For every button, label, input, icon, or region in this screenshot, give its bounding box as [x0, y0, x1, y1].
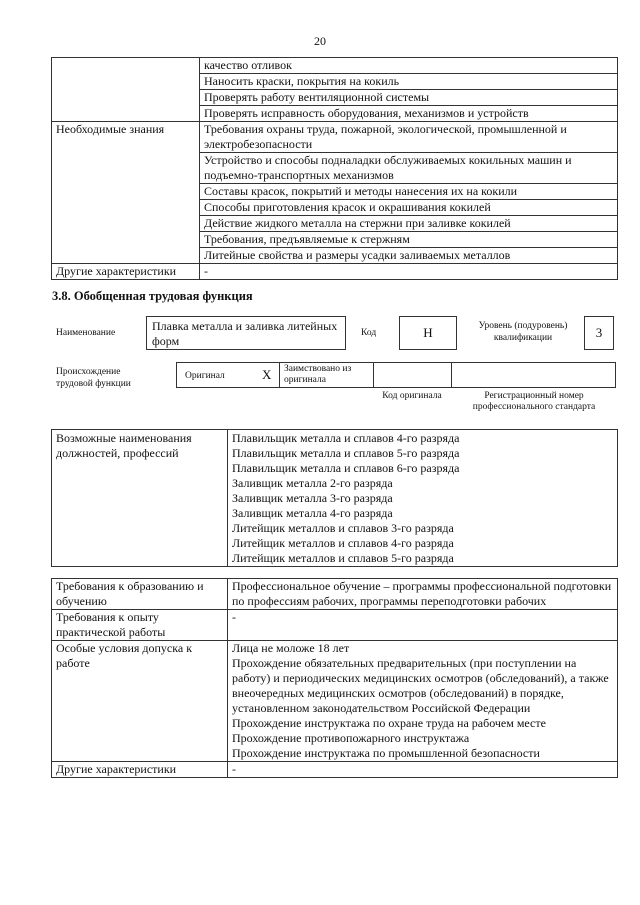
table-cell-value: -	[200, 264, 618, 280]
table-cell-value: Составы красок, покрытий и методы нанесения их на кокили	[200, 184, 618, 200]
positions-table	[51, 429, 618, 567]
table-row	[52, 641, 618, 762]
divider	[373, 362, 374, 388]
requirements-table	[51, 578, 618, 778]
name-label: Наименование	[56, 328, 116, 338]
other-characteristics-label: Другие характеристики	[52, 762, 228, 778]
list-item: Прохождение инструктажа по промышленной безопасности	[232, 746, 540, 760]
list-item: Лица не моложе 18 лет	[232, 641, 350, 655]
table-cell-value: Проверять исправность оборудования, механизмов и устройств	[200, 106, 618, 122]
list-item: Прохождение обязательных предварительных (при поступлении на работу) и периодических медицинских осмотров (обследований), а также внеочередных медицинских осмотров (обследований) в порядке, установленном законодательством Российской Федерации	[232, 656, 609, 715]
code-original-label: Код оригинала	[382, 391, 442, 401]
list-item: Плавильщик металла и сплавов 5-го разряда	[232, 446, 460, 460]
code-box: H	[399, 316, 457, 350]
table-cell-value: качество отливок	[200, 58, 618, 74]
borrowed-label: Заимствовано из оригинала	[284, 364, 352, 385]
table-cell-value: Требования охраны труда, пожарной, экологической, промышленной и электробезопасности	[200, 122, 618, 153]
conditions-list	[228, 641, 618, 762]
list-item: Прохождение инструктажа по охране труда на рабочем месте	[232, 716, 546, 730]
knowledge-label: Необходимые знания	[52, 122, 200, 264]
list-item: Плавильщик металла и сплавов 4-го разряда	[232, 431, 460, 445]
original-mark: X	[262, 367, 272, 382]
list-item: Заливщик металла 4-го разряда	[232, 506, 393, 520]
table-cell-value: Способы приготовления красок и окрашивания кокилей	[200, 200, 618, 216]
list-item: Литейщик металлов и сплавов 3-го разряда	[232, 521, 454, 535]
divider	[279, 362, 280, 388]
page-number: 20	[314, 34, 326, 48]
conditions-label: Особые условия допуска к работе	[52, 641, 228, 762]
table-row	[52, 58, 618, 74]
origin-label: Происхождение трудовой функции	[56, 367, 131, 389]
table-row	[52, 762, 618, 778]
table-row	[52, 430, 618, 567]
other-characteristics-value: -	[228, 762, 618, 778]
table-row	[52, 264, 618, 280]
other-characteristics-label: Другие характеристики	[52, 264, 200, 280]
list-item: Прохождение противопожарного инструктажа	[232, 731, 470, 745]
level-label: Уровень (подуровень) квалификации	[478, 321, 568, 343]
list-item: Плавильщик металла и сплавов 6-го разряда	[232, 461, 460, 475]
positions-label: Возможные наименования должностей, профессий	[52, 430, 228, 567]
table-cell-value: Наносить краски, покрытия на кокиль	[200, 74, 618, 90]
table-cell-value: Литейные свойства и размеры усадки заливаемых металлов	[200, 248, 618, 264]
table-row	[52, 579, 618, 610]
experience-value: -	[228, 610, 618, 641]
list-item: Заливщик металла 2-го разряда	[232, 476, 393, 490]
table-row	[52, 122, 618, 153]
experience-label: Требования к опыту практической работы	[52, 610, 228, 641]
reg-number-label: Регистрационный номер профессионального стандарта	[472, 391, 596, 412]
level-box: 3	[584, 316, 614, 350]
table-cell-label	[52, 58, 200, 122]
table-cell-value: Проверять работу вентиляционной системы	[200, 90, 618, 106]
section-heading: 3.8. Обобщенная трудовая функция	[52, 289, 253, 303]
education-value: Профессиональное обучение – программы профессиональной подготовки по профессиям рабочих, программы переподготовки рабочих	[228, 579, 618, 610]
list-item: Литейщик металлов и сплавов 4-го разряда	[232, 536, 454, 550]
origin-row	[176, 362, 616, 388]
code-label: Код	[361, 328, 377, 338]
original-label: Оригинал	[185, 371, 225, 381]
divider	[451, 362, 452, 388]
education-label: Требования к образованию и обучению	[52, 579, 228, 610]
table-cell-value: Устройство и способы подналадки обслуживаемых кокильных машин и подъемно-транспортных механизмов	[200, 153, 618, 184]
table-row	[52, 610, 618, 641]
positions-list	[228, 430, 618, 567]
list-item: Заливщик металла 3-го разряда	[232, 491, 393, 505]
skills-knowledge-table	[51, 57, 618, 280]
table-cell-value: Действие жидкого металла на стержни при заливке кокилей	[200, 216, 618, 232]
list-item: Литейщик металлов и сплавов 5-го разряда	[232, 551, 454, 565]
table-cell-value: Требования, предъявляемые к стержням	[200, 232, 618, 248]
function-name-box: Плавка металла и заливка литейных форм	[146, 316, 346, 350]
